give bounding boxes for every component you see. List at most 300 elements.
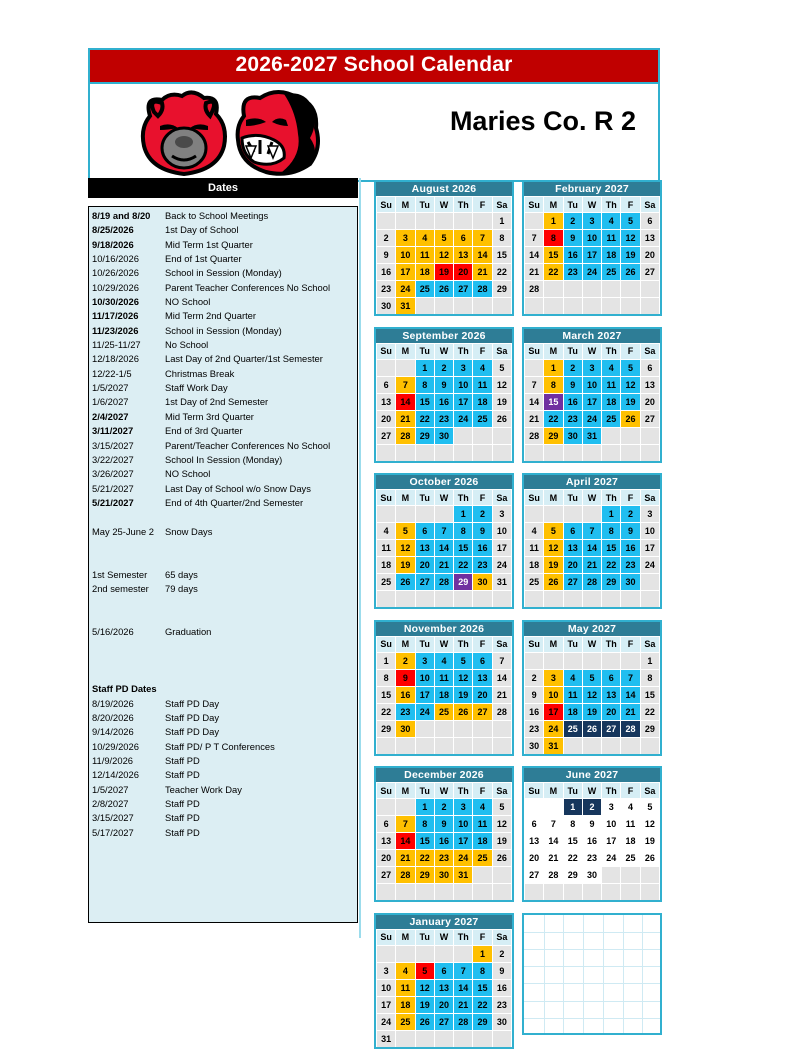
- week-row: [377, 686, 512, 703]
- day-cell: [377, 945, 396, 962]
- day-cell: 10: [454, 376, 473, 393]
- week-row: [377, 737, 512, 754]
- weekday-header: F: [621, 636, 640, 652]
- day-cell: 27: [473, 703, 492, 720]
- event-cell: 79 days: [165, 582, 198, 594]
- day-cell: 27: [415, 574, 434, 591]
- day-cell: 15: [415, 393, 434, 410]
- day-cell: 12: [396, 540, 415, 557]
- date-row: [89, 482, 357, 496]
- title-bar: [90, 50, 658, 84]
- week-row: [377, 540, 512, 557]
- day-cell: 23: [582, 850, 601, 867]
- date-row: [89, 582, 357, 596]
- event-cell: No School: [165, 339, 209, 351]
- day-cell: 21: [473, 264, 492, 281]
- date-cell: [89, 654, 160, 668]
- week-row: [377, 523, 512, 540]
- day-cell: 20: [377, 850, 396, 867]
- day-cell: [563, 506, 582, 523]
- grid-line-horizontal: [524, 1001, 660, 1002]
- day-cell: 17: [640, 540, 659, 557]
- weekday-header: Th: [602, 490, 621, 506]
- day-cell: 31: [454, 867, 473, 884]
- weekday-header: Su: [377, 783, 396, 799]
- day-cell: 29: [473, 1013, 492, 1030]
- event-cell: Staff PD Day: [165, 712, 220, 724]
- day-cell: 4: [396, 962, 415, 979]
- day-cell: 3: [544, 669, 563, 686]
- day-cell: 3: [415, 652, 434, 669]
- day-cell: 7: [621, 669, 640, 686]
- day-cell: 21: [396, 850, 415, 867]
- weekday-header: M: [396, 783, 415, 799]
- day-cell: 29: [415, 427, 434, 444]
- day-cell: 29: [563, 867, 582, 884]
- day-cell: 30: [525, 737, 544, 754]
- day-cell: 1: [563, 799, 582, 816]
- day-cell: 1: [473, 945, 492, 962]
- event-cell: Snow Days: [165, 525, 213, 537]
- day-cell: 27: [602, 720, 621, 737]
- week-row: [377, 979, 512, 996]
- week-row: [377, 652, 512, 669]
- day-cell: 14: [396, 833, 415, 850]
- day-cell: [377, 506, 396, 523]
- day-cell: 2: [563, 359, 582, 376]
- day-cell: 27: [377, 867, 396, 884]
- day-cell: 1: [492, 213, 511, 230]
- day-cell: [434, 737, 453, 754]
- event-cell: Parent/Teacher Conferences No School: [165, 439, 331, 451]
- event-cell: [160, 654, 357, 668]
- date-cell: 3/11/2027: [92, 425, 134, 437]
- day-cell: [377, 359, 396, 376]
- date-row: [89, 754, 357, 768]
- weekday-header: M: [396, 636, 415, 652]
- event-cell: Staff PD: [165, 769, 200, 781]
- date-row: [89, 539, 357, 553]
- day-cell: 11: [473, 376, 492, 393]
- day-cell: [621, 652, 640, 669]
- day-cell: 10: [544, 686, 563, 703]
- week-row: [525, 376, 660, 393]
- date-row: [89, 783, 357, 797]
- week-row: [525, 799, 660, 816]
- event-cell: School in Session (Monday): [165, 267, 282, 279]
- day-cell: [415, 720, 434, 737]
- day-cell: 17: [454, 833, 473, 850]
- day-cell: [544, 506, 563, 523]
- day-cell: 6: [415, 523, 434, 540]
- day-cell: 2: [377, 230, 396, 247]
- day-cell: 23: [434, 410, 453, 427]
- day-cell: 27: [563, 574, 582, 591]
- event-cell: Staff PD Day: [165, 726, 220, 738]
- month-calendar: [374, 473, 514, 609]
- week-row: [377, 410, 512, 427]
- day-cell: [640, 298, 659, 315]
- week-row: [377, 720, 512, 737]
- week-row: [377, 298, 512, 315]
- week-row: [377, 213, 512, 230]
- date-row: [89, 281, 357, 295]
- event-cell: Staff PD: [165, 755, 200, 767]
- date-row: [89, 625, 357, 639]
- day-cell: 26: [492, 410, 511, 427]
- day-cell: [434, 1030, 453, 1047]
- day-cell: 30: [473, 574, 492, 591]
- day-cell: 30: [377, 298, 396, 315]
- day-cell: 25: [602, 264, 621, 281]
- weekday-header: Th: [454, 636, 473, 652]
- day-cell: 2: [582, 799, 601, 816]
- day-cell: 12: [492, 376, 511, 393]
- day-cell: [582, 444, 601, 461]
- day-cell: 25: [377, 574, 396, 591]
- day-cell: 17: [602, 833, 621, 850]
- month-title: August 2026: [376, 182, 512, 196]
- grid-line-horizontal: [524, 983, 660, 984]
- weekday-header: W: [434, 343, 453, 359]
- day-cell: 16: [525, 703, 544, 720]
- weekday-header: W: [434, 783, 453, 799]
- day-cell: 22: [415, 410, 434, 427]
- day-cell: 2: [525, 669, 544, 686]
- day-cell: [473, 1030, 492, 1047]
- day-cell: 16: [434, 833, 453, 850]
- day-cell: [473, 591, 492, 608]
- day-cell: 4: [377, 523, 396, 540]
- weekday-header: Sa: [640, 197, 659, 213]
- day-cell: 28: [473, 281, 492, 298]
- day-cell: 25: [396, 1013, 415, 1030]
- day-cell: [621, 867, 640, 884]
- day-cell: 2: [434, 359, 453, 376]
- event-cell: [160, 639, 357, 653]
- tiger-head-logo: [238, 92, 318, 174]
- day-cell: 15: [454, 540, 473, 557]
- dates-list-panel: [88, 206, 358, 923]
- day-cell: 30: [582, 867, 601, 884]
- date-row: [89, 697, 357, 711]
- day-cell: [473, 444, 492, 461]
- week-row: [377, 996, 512, 1013]
- month-calendar: [522, 473, 662, 609]
- day-cell: 16: [473, 540, 492, 557]
- day-cell: 18: [473, 393, 492, 410]
- date-row: [89, 525, 357, 539]
- day-cell: 24: [454, 410, 473, 427]
- date-row: [89, 367, 357, 381]
- month-title: January 2027: [376, 915, 512, 929]
- week-row: [525, 230, 660, 247]
- weekday-header: Sa: [640, 783, 659, 799]
- weekday-header: F: [621, 197, 640, 213]
- date-cell: [89, 510, 160, 524]
- weekday-header: Tu: [563, 490, 582, 506]
- event-cell: Mid Term 3rd Quarter: [165, 410, 254, 422]
- day-cell: [525, 591, 544, 608]
- day-cell: [544, 652, 563, 669]
- date-cell: 10/16/2026: [92, 253, 139, 265]
- day-cell: 3: [602, 799, 621, 816]
- day-cell: 10: [454, 816, 473, 833]
- grid-line-horizontal: [524, 966, 660, 967]
- day-cell: [492, 867, 511, 884]
- day-cell: [563, 884, 582, 901]
- day-cell: 15: [415, 833, 434, 850]
- week-row: [525, 444, 660, 461]
- day-cell: 29: [602, 574, 621, 591]
- day-cell: 1: [454, 506, 473, 523]
- date-row: [89, 338, 357, 352]
- day-cell: 23: [525, 720, 544, 737]
- day-cell: [454, 737, 473, 754]
- day-cell: 24: [377, 1013, 396, 1030]
- day-cell: 7: [492, 652, 511, 669]
- day-cell: 9: [377, 247, 396, 264]
- month-title: December 2026: [376, 768, 512, 782]
- month-calendar: [374, 180, 514, 316]
- day-cell: [415, 737, 434, 754]
- day-cell: 27: [640, 264, 659, 281]
- day-cell: 1: [544, 213, 563, 230]
- day-cell: 20: [377, 410, 396, 427]
- day-cell: [602, 444, 621, 461]
- district-name: Maries Co. R 2: [449, 106, 636, 136]
- day-cell: [640, 884, 659, 901]
- day-cell: 18: [434, 686, 453, 703]
- day-cell: 4: [602, 359, 621, 376]
- day-cell: 5: [434, 230, 453, 247]
- day-cell: 28: [396, 427, 415, 444]
- date-row: [89, 309, 357, 323]
- day-cell: 13: [454, 247, 473, 264]
- day-cell: [377, 884, 396, 901]
- event-cell: Staff Work Day: [165, 382, 228, 394]
- date-row: [89, 826, 357, 840]
- weekday-header: Sa: [492, 783, 511, 799]
- weekday-header: W: [582, 197, 601, 213]
- day-cell: 25: [473, 410, 492, 427]
- day-cell: 7: [525, 376, 544, 393]
- day-cell: 11: [473, 816, 492, 833]
- week-row: [525, 720, 660, 737]
- date-row: [89, 725, 357, 739]
- day-cell: [473, 427, 492, 444]
- day-cell: 22: [544, 264, 563, 281]
- weekday-header: Sa: [492, 929, 511, 945]
- week-row: [525, 523, 660, 540]
- day-cell: [377, 444, 396, 461]
- day-cell: 15: [492, 247, 511, 264]
- day-cell: 9: [396, 669, 415, 686]
- date-cell: 8/19/2026: [92, 697, 134, 709]
- day-cell: 23: [377, 281, 396, 298]
- day-cell: 24: [582, 264, 601, 281]
- day-cell: 22: [492, 264, 511, 281]
- day-cell: [396, 799, 415, 816]
- week-row: [377, 281, 512, 298]
- event-cell: End of 3rd Quarter: [165, 425, 243, 437]
- day-cell: [454, 427, 473, 444]
- day-cell: 19: [434, 264, 453, 281]
- day-cell: [602, 591, 621, 608]
- day-cell: [473, 213, 492, 230]
- day-cell: [492, 427, 511, 444]
- day-cell: 19: [621, 393, 640, 410]
- day-cell: 15: [544, 247, 563, 264]
- weekday-header: W: [434, 929, 453, 945]
- week-row: [377, 1013, 512, 1030]
- day-cell: 23: [492, 996, 511, 1013]
- day-cell: 16: [563, 393, 582, 410]
- day-cell: 18: [415, 264, 434, 281]
- weekday-header: Su: [377, 636, 396, 652]
- weekday-header: W: [434, 636, 453, 652]
- event-cell: Graduation: [165, 625, 212, 637]
- day-cell: 29: [377, 720, 396, 737]
- day-cell: 11: [377, 540, 396, 557]
- day-cell: 6: [434, 962, 453, 979]
- day-cell: 14: [544, 833, 563, 850]
- day-cell: [492, 298, 511, 315]
- day-cell: 30: [492, 1013, 511, 1030]
- day-cell: 21: [582, 557, 601, 574]
- day-cell: 10: [582, 376, 601, 393]
- day-cell: 30: [563, 427, 582, 444]
- date-cell: 2/8/2027: [92, 798, 129, 810]
- day-cell: [454, 298, 473, 315]
- month-calendar: [374, 327, 514, 463]
- day-cell: 11: [602, 230, 621, 247]
- day-cell: 4: [525, 523, 544, 540]
- date-cell: 11/23/2026: [92, 324, 139, 336]
- month-calendar: [522, 766, 662, 902]
- day-cell: [602, 298, 621, 315]
- event-cell: [160, 539, 357, 553]
- day-cell: [377, 737, 396, 754]
- day-cell: 24: [640, 557, 659, 574]
- weekday-header: W: [582, 490, 601, 506]
- day-cell: [621, 591, 640, 608]
- day-cell: 18: [396, 996, 415, 1013]
- date-row: [89, 324, 357, 338]
- day-cell: 29: [492, 281, 511, 298]
- day-cell: 5: [454, 652, 473, 669]
- day-cell: 25: [415, 281, 434, 298]
- day-cell: 21: [621, 703, 640, 720]
- day-cell: [454, 444, 473, 461]
- day-cell: [563, 591, 582, 608]
- day-cell: [525, 506, 544, 523]
- day-cell: [640, 444, 659, 461]
- day-cell: 9: [582, 816, 601, 833]
- day-cell: [434, 945, 453, 962]
- week-row: [377, 230, 512, 247]
- day-cell: 25: [525, 574, 544, 591]
- day-cell: 11: [415, 247, 434, 264]
- day-cell: 7: [525, 230, 544, 247]
- event-cell: Mid Term 1st Quarter: [165, 238, 253, 250]
- day-cell: [621, 737, 640, 754]
- day-cell: 23: [563, 264, 582, 281]
- day-cell: 8: [544, 376, 563, 393]
- date-row: [89, 295, 357, 309]
- date-cell: [89, 668, 160, 682]
- day-cell: [492, 591, 511, 608]
- weekday-header: Tu: [563, 197, 582, 213]
- day-cell: 17: [415, 686, 434, 703]
- date-row: [89, 668, 357, 682]
- event-cell: [160, 668, 357, 682]
- day-cell: 28: [492, 703, 511, 720]
- day-cell: [563, 298, 582, 315]
- date-cell: 2/4/2027: [92, 410, 129, 422]
- date-row: [89, 223, 357, 237]
- date-row: [89, 410, 357, 424]
- date-row: [89, 467, 357, 481]
- event-cell: 65 days: [165, 568, 198, 580]
- day-cell: 12: [544, 540, 563, 557]
- day-cell: 29: [640, 720, 659, 737]
- day-cell: 7: [473, 230, 492, 247]
- day-cell: [396, 884, 415, 901]
- day-cell: [415, 506, 434, 523]
- day-cell: 28: [544, 867, 563, 884]
- weekday-header: Tu: [415, 783, 434, 799]
- day-cell: 22: [473, 996, 492, 1013]
- day-cell: 8: [640, 669, 659, 686]
- day-cell: [492, 1030, 511, 1047]
- day-cell: 13: [415, 540, 434, 557]
- day-cell: 15: [544, 393, 563, 410]
- day-cell: 19: [640, 833, 659, 850]
- day-cell: [454, 591, 473, 608]
- day-cell: 17: [544, 703, 563, 720]
- day-cell: 10: [582, 230, 601, 247]
- week-row: [377, 393, 512, 410]
- weekday-header: Tu: [415, 197, 434, 213]
- month-calendar: [522, 180, 662, 316]
- day-cell: [544, 884, 563, 901]
- day-cell: 12: [492, 816, 511, 833]
- day-cell: 11: [563, 686, 582, 703]
- week-row: [525, 393, 660, 410]
- date-cell: 1/5/2027: [92, 382, 129, 394]
- date-row: [89, 238, 357, 252]
- day-cell: 28: [525, 427, 544, 444]
- day-cell: 10: [492, 523, 511, 540]
- weekday-header: F: [621, 783, 640, 799]
- day-cell: 3: [454, 799, 473, 816]
- day-cell: [454, 720, 473, 737]
- day-cell: 26: [415, 1013, 434, 1030]
- day-cell: 4: [415, 230, 434, 247]
- day-cell: [377, 591, 396, 608]
- event-cell: NO School: [165, 296, 211, 308]
- date-cell: 1st Semester: [92, 568, 148, 580]
- date-row: [89, 395, 357, 409]
- day-cell: 26: [640, 850, 659, 867]
- month-calendar: [374, 913, 514, 1049]
- weekday-header: Su: [525, 490, 544, 506]
- day-cell: [396, 359, 415, 376]
- day-cell: 10: [640, 523, 659, 540]
- day-cell: 21: [525, 410, 544, 427]
- weekday-header: Th: [454, 197, 473, 213]
